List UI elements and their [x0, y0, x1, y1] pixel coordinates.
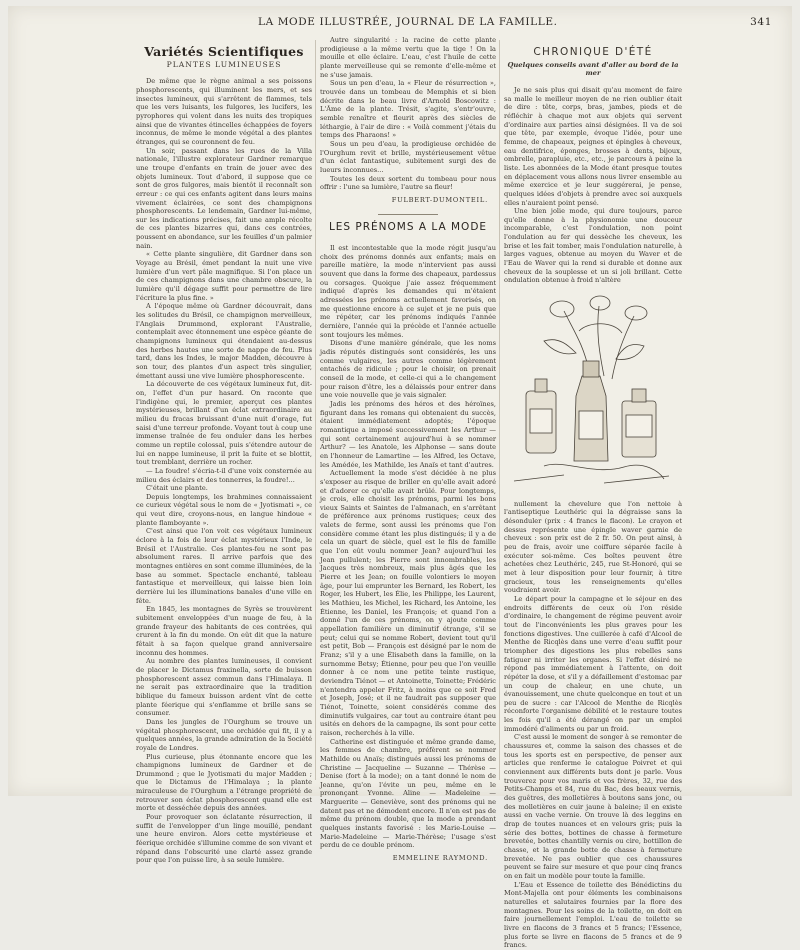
paragraph: Catherine est distinguée et même grande dame, les femmes de chambre, préfèrent se nommer Mathilde ou Anaïs; distingués aussi les prénoms de Christine — Jacqueline — Suzanne — Thérèse — Denise (fort à la mode); on a tant donné le nom de Jeanne, qu'on l'évite un peu, même en le prononçant Yvonne. Aline — Madeleine — Marguerite — Geneviève, sont des prénoms qui ne datent pas et ne démodent encore. Il n'en est pas de même du prénom double, que la mode a prendant quelques instants favorisé : les Marie-Louise — Marie-Madeleine — Marie-Thérèse; l'usage s'est perdu de ce double prénom. [320, 737, 496, 850]
paragraph: C'était une plante. [146, 484, 208, 493]
col3-body [504, 86, 682, 285]
bottle-centre-label [579, 411, 603, 439]
hair-pin [514, 475, 564, 481]
flower-head [590, 296, 610, 310]
paragraph: Il est incontestable que la mode régit jusqu'au choix des prénoms donnés aux enfants; mais en pareille matière, la mode n'intervient pas aussi souvent que dans la forme des chapeaux, pardessus ou corsages. Quoique j'aie assez fréquemment indiqué d'après les demandes qui m'étaient adressées les prénoms actuellement favorisés, on me questionne encore à ce sujet et je ne puis que me répéter, car les prénoms indiqués l'année dernière, l'année qui la précède et l'année actuelle sont toujours les mêmes. [320, 244, 496, 339]
paragraph: Disons d'une manière générale, que les noms jadis réputés distingués sont considérés, les uns comme vulgaires, les autres comme légèrement entachés de ridicule ; pour le choisir, on prenait conseil de la mode, et celle-ci qui a le changement pour raison d'être, les a délaissés pour entrer dans une voie nouvelle que je vais signaler. [320, 339, 496, 400]
article-title-varietes: Variétés Scientifiques [144, 44, 304, 59]
col2-top-body [320, 36, 496, 192]
paragraph: nullement la chevelure que l'on nettoie à l'antiseptique Leuthéric qui la dégraisse sans la désonduler (prix : 4 francs le flacon). Le crayon et dessus représente une épingle waver garnie de cheveux : son prix est de 2 fr. 50. On peut ainsi, à peu de frais, avoir une coiffure séparée facile à exécuter soi-même. Ces boîtes peuvent être achetées chez Leuthéric, 245, rue St-Honoré, qui se met à leur disposition pour leur fournir, à titre gracieux, tous les renseignements qu'elles voudraient avoir. [504, 499, 682, 595]
paragraph: L'Eau et Essence de toilette des Bénédictins du Mont-Majella ont pour éléments les combinaisons naturelles et salutaires fournies par la flore des montagnes. Pour les soins de la toilette, on doit en faire journellement l'emploi. L'eau de toilette se livre en flacons de 3 francs et 5 francs; l'Essence, plus forte se livre en flacons de 5 francs et de 9 francs. [504, 880, 682, 950]
paragraph: A l'époque même où Gardner découvrait, dans les solitudes du Brésil, ce champignon merveilleux, l'Anglais Drummond, explorant l'Australie, contemplait avec étonnement une espèce géante de champignons lumineux qui étendaient au-dessus des herbes hautes une sorte de nappe de feu. Plus tard, dans les Indes, le major Madden, découvre à son tour, des plantes d'un aspect très singulier, émettant aussi une vive lumière phosphorescente. [136, 302, 312, 380]
running-head [258, 16, 772, 28]
paragraph: Depuis longtemps, les brahmines connaissaient ce curieux végétal sous le nom de « Jyotismati », ce qui veut dire, croyons-nous, en langue hindoue « plante flamboyante ». [136, 492, 312, 527]
paragraph: Toutes les deux sortent du tombeau pour nous offrir : l'une sa lumière, l'autre sa fleur! [320, 174, 496, 192]
paragraph: C'est aussi le moment de songer à se remonter de chaussures et, comme la saison des chasses et de tous les sports est en perspective, de penser aux articles que renferme le catalogue Poivret et qui conviennent aux différents buts dont je parle. Vous trouverez pour vos maris et vos frères, 32, rue des Petits-Champs et 84, rue du Bac, des beaux vernis, des guêtres, des molletières à boutons sans jonc, ou des molletières en cuir jaune à baleine; il en existe aussi en vache vernie. On trouve là des leggins en drap de toutes nuances et en velours gris; puis la série des bottes, bottines de chasse à fermeture brevetée, bottes chantilly vernis ou cire, bottillon de chasse, et la grande botte de chasse à fermeture brevetée. Ne pas oublier que ces chaussures peuvent se faire sur mesure et que pour cinq francs on en fait un modèle pour toute la famille. [504, 733, 682, 880]
paragraph: De même que le règne animal a ses poissons phosphorescents, qui illuminent les mers, et ses insectes lumineux, qui s'arrêtent de flammes, tels que les vers luisants, les fulgores, les lucifers, les pyrophores qui volent dans les nuits des tropiques ainsi que de vivantes étincelles échappées de foyers inconnus, de même le monde végétal a des plantes étranges, qui se couronnent de feu. [136, 77, 312, 146]
leaf [544, 340, 576, 354]
paragraph: Je ne sais plus qui disait qu'au moment de faire sa malle le meilleur moyen de ne rien oublier était de dire : tête, corps, bras, jambes, pieds et de réfléchir à chaque mot aux objets qui servent d'ordinaire aux parties ainsi désignées. Il va de soi que tête, par exemple, évoque l'idée, pour une femme, de chapeaux, peignes et épingles à cheveux, eau dentifrice, éponges, brosses à dents, bijoux, ombrelle, parapluie, etc., etc., je parcours à peine la liste. Les abonnées de la Mode étant presque toutes en déplacement vous allons nous livrer ensemble au même exercice et je leur suggérerai, je pense, quelques idées d'objets à prendre avec soi auxquels elles n'auraient point pensé. [504, 85, 682, 207]
article-title-prenoms: LES PRÉNOMS A LA MODE [328, 221, 488, 234]
col3-body-after [504, 500, 682, 950]
section-divider [378, 214, 438, 215]
paragraph: Pour provoquer son éclatante résurrection, il suffit de l'envelopper d'un linge mouillé, pendant une heure environ. Alors cette mystérieuse et féerique orchidée s'illumine comme de son vivant et répand dans l'obscurité une clarté assez grande pour que l'on puisse lire, à sa seule lumière. [136, 813, 312, 865]
bottle-right-neck [632, 389, 646, 402]
article-subtitle-plantes: PLANTES LUMINEUSES [166, 59, 282, 69]
bottle-left-neck [535, 379, 547, 392]
flower-stem [612, 316, 634, 379]
signature-fulbert: FULBERT-DUMONTEIL. [391, 195, 488, 204]
hair-pin [604, 476, 669, 483]
paragraph: Au nombre des plantes lumineuses, il convient de placer le Dictamus fraxinella, sorte de buisson phosphorescent assez commun dans l'Himalaya. Il ne serait pas extraordinaire que la tradition biblique du fameux buisson ardent vînt de cette plante féerique qui s'enflamme et brille sans se consumer. [136, 657, 312, 718]
paragraph: En 1845, les montagnes de Syrès se trouvèrent subitement enveloppées d'un nuage de feu, à la grande frayeur des habitants de ces contrées, qui crurent à la fin du monde. On eût dit que la nature fêtait à sa façon quelque grand anniversaire inconnu des hommes. [136, 605, 312, 657]
bottle-right-label [626, 415, 652, 437]
paragraph: Jadis les prénoms des héros et des héroïnes, figurant dans les romans qui obtenaient du succès, étaient immédiatement adoptés; l'époque romantique a imposé successivement les Arthur — qui sont certainement aujourd'hui à se nommer Arthur? — les Anatole, les Alphonse — sans doute en l'honneur de Lamartine — les Alfred, les Octave, les Amédée, les Mathilde, les Anaïs et tant d'autres. [320, 399, 496, 469]
column-chronique [504, 36, 682, 950]
flower-head [550, 301, 574, 317]
journal-page [8, 6, 792, 950]
column-prenoms [320, 36, 496, 863]
column-rule-1 [315, 40, 316, 780]
bottle-left-label [530, 409, 552, 433]
bottle-centre-stopper [583, 361, 599, 377]
paragraph: Sous un peu d'eau, la prodigieuse orchidée de l'Ourghum revit et brille, mystérieusement vêtue d'un éclat fantastique, subitement surgi des de lueurs inconnues... [320, 139, 496, 174]
col1-body [136, 77, 312, 865]
col2-body [320, 244, 496, 850]
column-varietes [136, 36, 312, 865]
leaf [616, 345, 644, 360]
hair-waver [544, 464, 664, 479]
paragraph: Dans les jungles de l'Ourghum se trouve un végétal phosphorescent, une orchidée qui fit, il y a quelques années, la grande admiration de la Société royale de Londres. [136, 717, 312, 752]
column-rule-2 [499, 40, 500, 780]
paragraph: Une bien jolie mode, qui dure toujours, parce qu'elle donne à la physionomie une douceur incomparable, c'est l'ondulation, non point l'ondulation au fer qui dessèche les cheveux, les brise et les fait tomber, mais l'ondulation naturelle, à larges vagues, obtenue au moyen du Waver et de l'Eau de Waver qui la rend si durable et donne aux cheveux de la souplesse et un si joli brillant. Cette ondulation obtenue à froid n'altère [504, 207, 682, 285]
paragraph: Le départ pour la campagne et le séjour en des endroits différents de ceux où l'on réside d'ordinaire, le changement de régime peuvent avoir tout de l'inconvénients les plus graves pour les fonctions digestives. Une cuillerée à café d'Alcool de Menthe de Ricqlès dans une verre d'eau suffit pour triompher des digestions les plus rebelles sans fatiguer ni irriter les organes. Si l'effet désiré ne répond pas immédiatement à l'attente, on doit répéter la dose, et s'il y a défaillement d'estomac par un coup de chaleur, en une chute, un évanouissement, une chute quelconque en tout et un peu de sucre : car l'Alcool de Menthe de Ricqlès réconforte l'organisme débilité et le restaure toutes les fois qu'il a été dérangé on par un emploi immodéré d'aliments ou par un froid. [504, 594, 682, 733]
paragraph: — La foudre! s'écria-t-il d'une voix consternée au milieu des éclairs et des tonnerres, la foudre!... [136, 466, 312, 484]
paragraph: Actuellement la mode s'est décidée à ne plus s'exposer au risque de briller en qu'elle avait adoré et d'adorer ce qu'elle avait brûlé. Pour longtemps, je crois, elle choisit les prénoms, parmi les bons vieux Saints et Saintes de l'almanach, en s'arrêtant de préférence aux prénoms rustiques; ceux des valets de ferme, sont aussi les prénoms que l'on considère comme étant les plus distingués; il y a de cela un quart de siècle, quel est le fils de famille que l'on eût voulu nommer Jean? aujourd'hui les Jean pullulent; les Pierre sont innombrables, les Jacques très nombreux, mais plus âgés que les Pierre et les Jean; on fouille volontiers le moyen âge, pour lui emprunter les Bernard, les Robert, les Roger, les Hubert, les Élie, les Philippe, les Laurent, les Mathieu, les Michel, les Richard, les Antoine, les Étienne, les Daniel, les François; et quand l'on a donné l'un de ces prénoms, on y ajoute comme appellation familière un diminutif étrange, s'il se peut; celui qui se nomme Robert, devient tout qu'il est petit, Bob — François est désigné par le nom de Franz; s'il y a une Élisabeth dans la famille, on la surnomme Betsy; Étienne, pour peu que l'on veuille donner à ce nom une petite teinte rustique, deviendra Tiénot — et Antoinette, Toinette; Frédéric n'entendra appeler Fritz, à moins que ce soit Fred et Joseph, José; et il ne faudrait pas supposer que Tiénot, Toinette, soient considérés comme des diminutifs vulgaires, car tout au contraire étant peu usités en dehors de la campagne, ils sont pour cette raison, recherchés à la ville. [320, 469, 496, 737]
article-subtitle-chronique: Quelques conseils avant d'aller au bord de la mer [507, 60, 679, 78]
paragraph: « Cette plante singulière, dit Gardner dans son Voyage au Brésil, émet pendant la nuit une vive lumière d'un vert pâle magnifique. Si l'on place un de ces champignons dans une chambre obscure, la lumière qu'il dégage suffit pour permettre de lire l'écriture la plus fine. » [136, 250, 312, 302]
paragraph: Autre singularité : la racine de cette plante prodigieuse a la même vertu que la tige ! On la mouille et elle éclaire. L'eau, c'est l'huile de cette plante merveilleuse qui se remonte d'elle-même et ne s'use jamais. [320, 36, 496, 79]
journal-title: LA MODE ILLUSTRÉE, JOURNAL DE LA FAMILLE. [258, 16, 558, 28]
paragraph: C'est ainsi que l'on voit ces végétaux lumineux éclore à la fois de leur éclat mystérieux l'Inde, le Brésil et l'Australie. Ces plantes-feu ne sont pas absolument rares. Il arrive parfois que des montagnes entières en sont comme illuminées, de la base au sommet. Spectacle enchanté, tableau fantastique et merveilleux, qui laisse bien loin derrière lui les illuminations banales d'une ville en fête. [136, 527, 312, 605]
flower-head [625, 306, 647, 320]
paragraph: Sous un pen d'eau, la « Fleur de résurrection », trouvée dans un tombeau de Memphis et si bien décrite dans le beau livre d'Arnold Boscowitz : L'Âme de la plante. Trésit, s'agite, s'entr'ouvre, semble renaître et fleurit après des siècles de léthargie, à l'air de dire : « Voilà comment j'étais du temps des Pharaons! » [320, 79, 496, 140]
paragraph: La découverte de ces végétaux lumineux fut, dit-on, l'effet d'un pur hasard. On raconte que l'indigène qui, le premier, aperçut ces plantes mystérieuses, brillant d'un éclat extraordinaire au milieu du fracas bruissant d'une nuit d'orage, fut saisi d'une terreur profonde. Voyant tout à coup une immense traînée de feu onduler dans les herbes comme un reptile colossal, puis s'étendre autour de lui en nappe lumineuse, il prit la fuite et se blottit, tout tremblant, derrière un rocher. [136, 380, 312, 467]
signature-emmeline: EMMELINE RAYMOND. [392, 854, 488, 863]
page-number: 341 [750, 16, 772, 28]
article-title-chronique: CHRONIQUE D'ÉTÉ [533, 46, 653, 58]
bottles-and-flowers-illustration [504, 291, 678, 491]
paragraph: Un soir, passant dans les rues de la Villa nationale, l'illustre explorateur Gardner remarque une troupe d'enfants en train de jouer avec des objets lumineux. Tout d'abord, il suppose que ce sont de gros fulgores, mais bientôt il reconnaît son erreur : ce qui ces enfants agitent dans leurs mains vivement éclairées, ce sont des champignons phosphorescents. Le lendemain, Gardner lui-même, sur les indications précises, fait une ample récolte de ces plantes bizarres qui, dans ces contrées, poussent en abondance, sur les feuilles d'un palmier nain. [136, 146, 312, 250]
leaf-curl [579, 324, 622, 333]
paragraph: Plus curieuse, plus étonnante encore que les champignons lumineux de Gardner et de Drummond ; que le Jyotismati du major Madden ; que le Dictamus de l'Himalaya ; la plante miraculeuse de l'Ourghum a l'étrange propriété de retrouver son éclat phosphorescent quand elle est morte et desséchée depuis des années. [136, 752, 312, 813]
